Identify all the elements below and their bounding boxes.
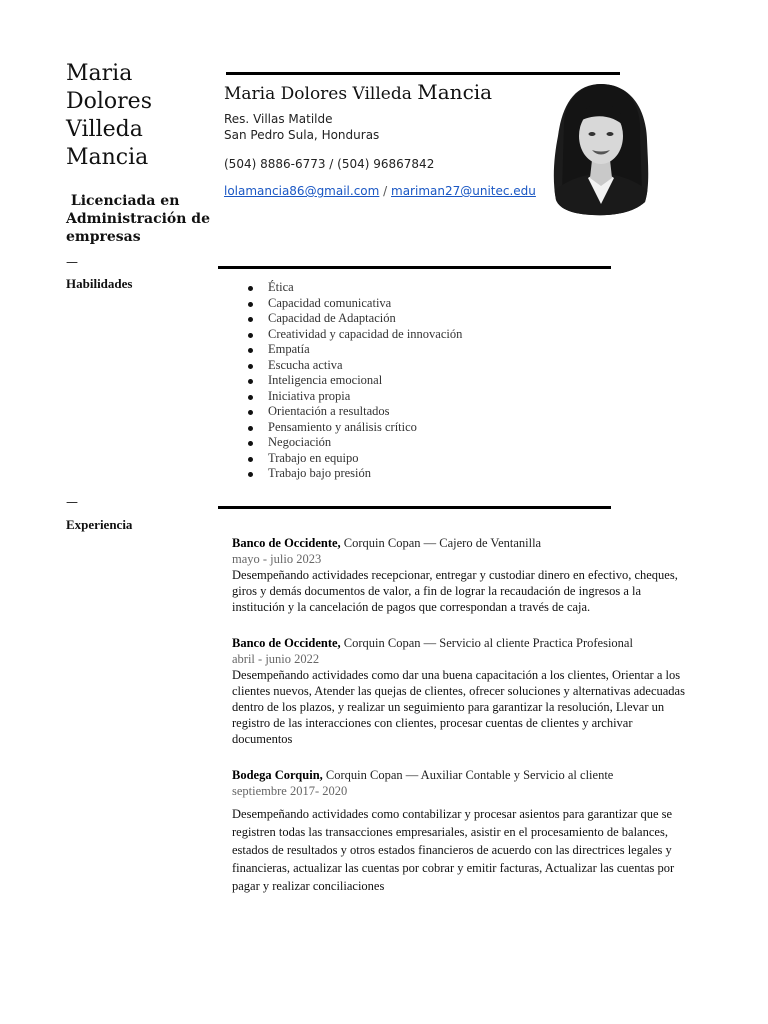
degree-line: Licenciada en [70, 193, 180, 209]
skill-item: Negociación [246, 435, 462, 451]
skill-item: Creatividad y capacidad de innovación [246, 327, 462, 343]
sidebar-name-line: Mancia [66, 145, 149, 170]
header-name-last: Mancia [417, 80, 493, 104]
experience-rule [218, 506, 611, 509]
skill-item: Capacidad de Adaptación [246, 311, 462, 327]
job-dates: abril - junio 2022 [232, 652, 320, 666]
skills-section-label: Habilidades [66, 276, 133, 291]
header-name-first: Maria Dolores Villeda [224, 84, 412, 104]
sidebar-name [66, 60, 206, 172]
header-rule [226, 72, 620, 75]
job-role: Corquin Copan — Auxiliar Contable y Servicio al cliente [322, 768, 614, 782]
job-dates: mayo - julio 2023 [232, 552, 322, 566]
job-role: Corquin Copan — Cajero de Ventanilla [340, 536, 542, 550]
skill-item: Capacidad comunicativa [246, 296, 462, 312]
profile-photo [552, 82, 650, 216]
skill-item: Orientación a resultados [246, 404, 462, 420]
skill-item: Ética [246, 280, 462, 296]
section-divider-dash: — [66, 495, 78, 509]
job-role: Corquin Copan — Servicio al cliente Practica Profesional [340, 636, 633, 650]
job-description: Desempeñando actividades como dar una buena capacitación a los clientes, Orientar a los clientes nuevos, Atender las quejas de clientes, ofrecer soluciones y alternativas adecuadas dentro de los plazos, y realizar un seguimiento para garantizar la resolución, Llevar un registro de las interacciones con clientes, procesar cuentas de clientes y archivar documentos [232, 668, 685, 746]
skill-item: Iniciativa propia [246, 389, 462, 405]
skill-item: Empatía [246, 342, 462, 358]
skills-list [246, 280, 462, 482]
job-company: Banco de Occidente, [232, 536, 341, 550]
job-company: Bodega Corquin, [232, 768, 323, 782]
email-link-2[interactable]: mariman27@unitec.edu [391, 184, 536, 198]
job-company: Banco de Occidente, [232, 636, 341, 650]
degree-line: Administración de [66, 211, 211, 227]
experience-entry [232, 767, 692, 895]
email-line [224, 184, 536, 198]
sidebar-name-line: Maria [66, 61, 133, 86]
job-title-line [232, 635, 692, 651]
skill-item: Trabajo en equipo [246, 451, 462, 467]
job-dates: septiembre 2017- 2020 [232, 784, 348, 798]
address-line-2: San Pedro Sula, Honduras [224, 128, 380, 142]
skill-item: Escucha activa [246, 358, 462, 374]
skill-item: Pensamiento y análisis crítico [246, 420, 462, 436]
experience-entry [232, 535, 692, 615]
experience-section-label: Experiencia [66, 517, 133, 532]
skills-rule [218, 266, 611, 269]
job-title-line [232, 535, 692, 551]
skill-item: Inteligencia emocional [246, 373, 462, 389]
sidebar-degree [66, 192, 216, 246]
skill-item: Trabajo bajo presión [246, 466, 462, 482]
address-line-1: Res. Villas Matilde [224, 112, 333, 126]
experience-entry [232, 635, 692, 747]
job-title-line [232, 767, 692, 783]
job-description: Desempeñando actividades como contabilizar y procesar asientos para garantizar que se registren todas las transacciones empresariales, asistir en el procesamiento de balances, estados de resultados y otros estados financieros de acuerdo con las directrices legales y financieras, actualizar las cuentas por cobrar y emitir facturas, Actualizar las cuentas por pagar y realizar conciliaciones [232, 807, 675, 893]
header-name [224, 80, 492, 104]
sidebar-name-line: Dolores [66, 89, 152, 114]
phone-numbers: (504) 8886-6773 / (504) 96867842 [224, 157, 435, 171]
job-description: Desempeñando actividades recepcionar, entregar y custodiar dinero en efectivo, cheques, giros y demás documentos de valor, a fin de lograr la recaudación de ingresos a la institución y la cancelación de pagos que correspondan a través de caja. [232, 568, 678, 614]
degree-line: empresas [66, 229, 141, 245]
section-divider-dash: — [66, 255, 78, 269]
email-link-1[interactable]: lolamancia86@gmail.com [224, 184, 380, 198]
email-separator: / [379, 184, 392, 198]
sidebar-name-line: Villeda [66, 117, 143, 142]
